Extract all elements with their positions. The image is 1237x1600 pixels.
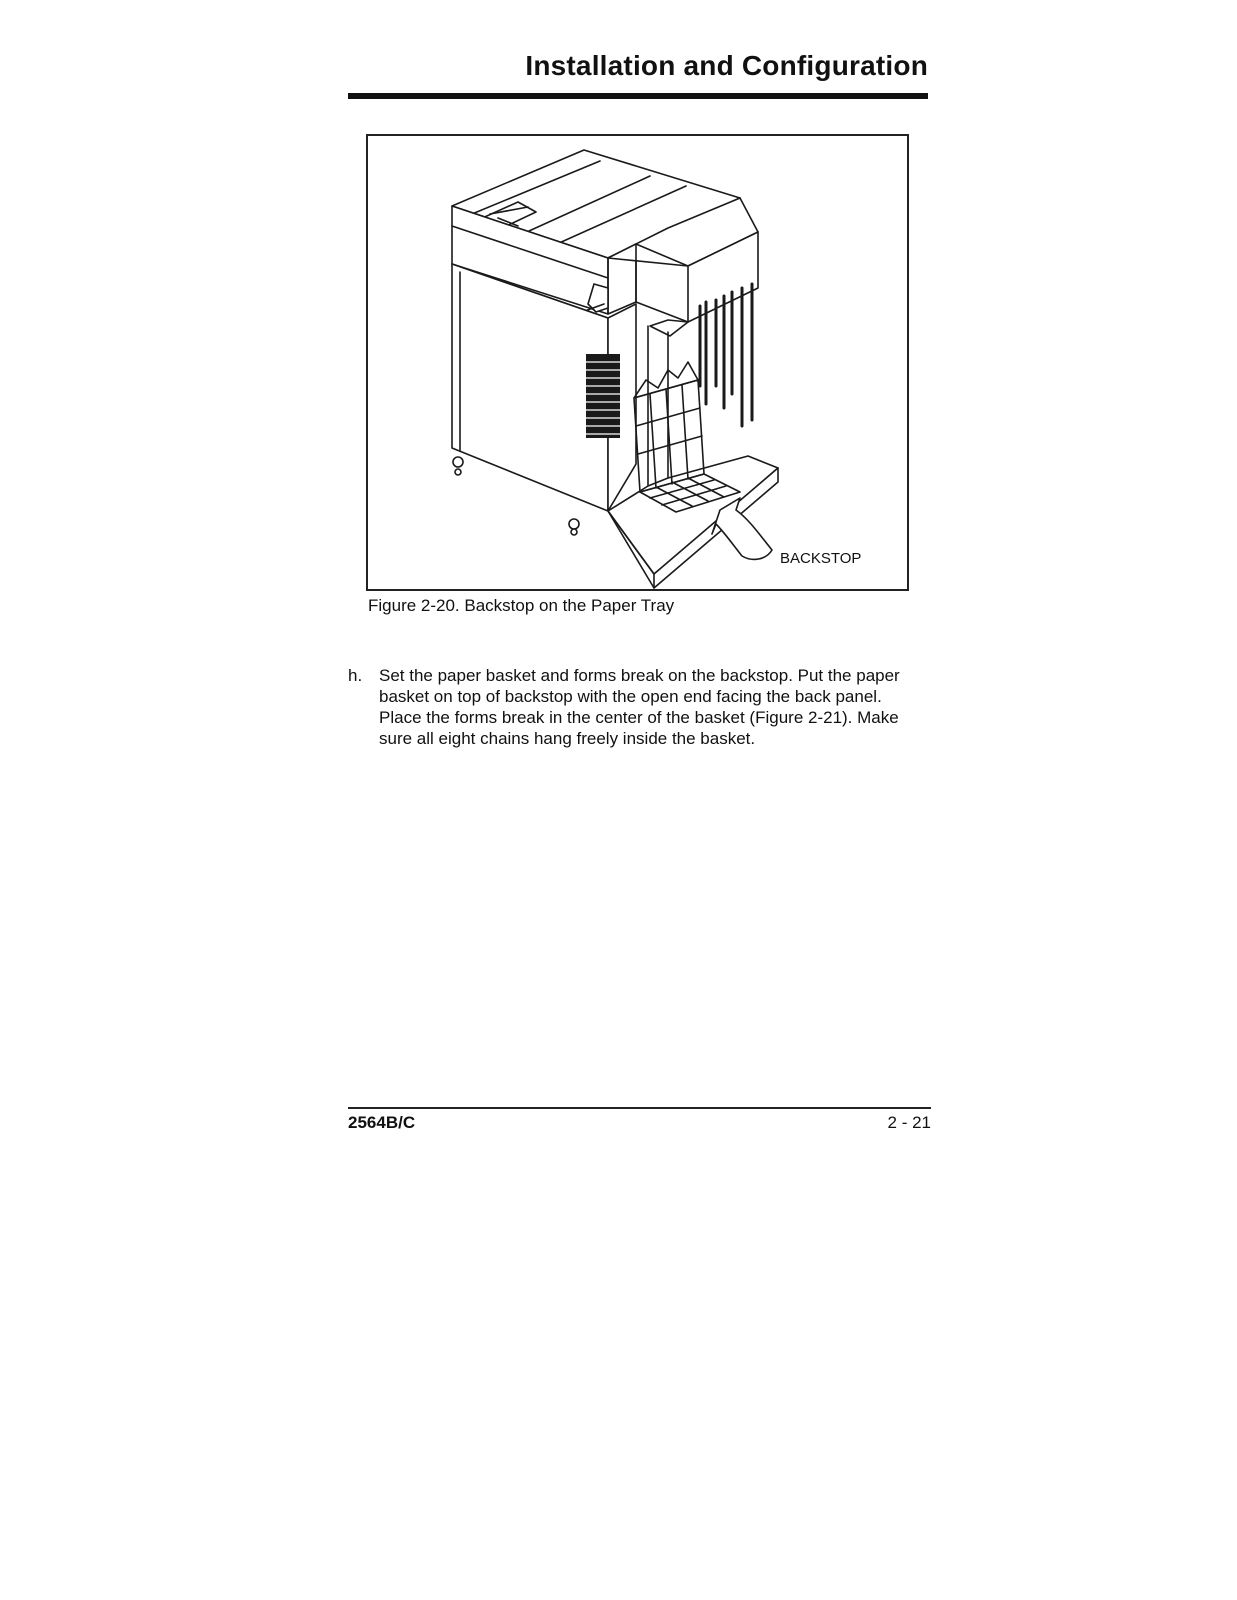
footer-model-number: 2564B/C <box>348 1113 416 1132</box>
footer-rule <box>348 1107 931 1109</box>
figure-frame <box>366 134 909 591</box>
header-rule <box>348 93 928 99</box>
step-text: Set the paper basket and forms break on the backstop. Put the paper basket on top of backstop with the open end facing the back panel. Place the forms break in the center of the basket (Figure 2-21). Make sure all eight chains hang freely inside the basket. <box>379 666 900 748</box>
step-marker: h. <box>348 666 363 685</box>
backstop-callout-label: BACKSTOP <box>780 550 862 567</box>
figure-caption: Figure 2-20. Backstop on the Paper Tray <box>368 596 675 615</box>
page-title: Installation and Configuration <box>525 50 928 81</box>
instruction-step <box>348 665 928 749</box>
footer-page-number: 2 - 21 <box>887 1113 931 1132</box>
printer-illustration <box>368 136 907 589</box>
